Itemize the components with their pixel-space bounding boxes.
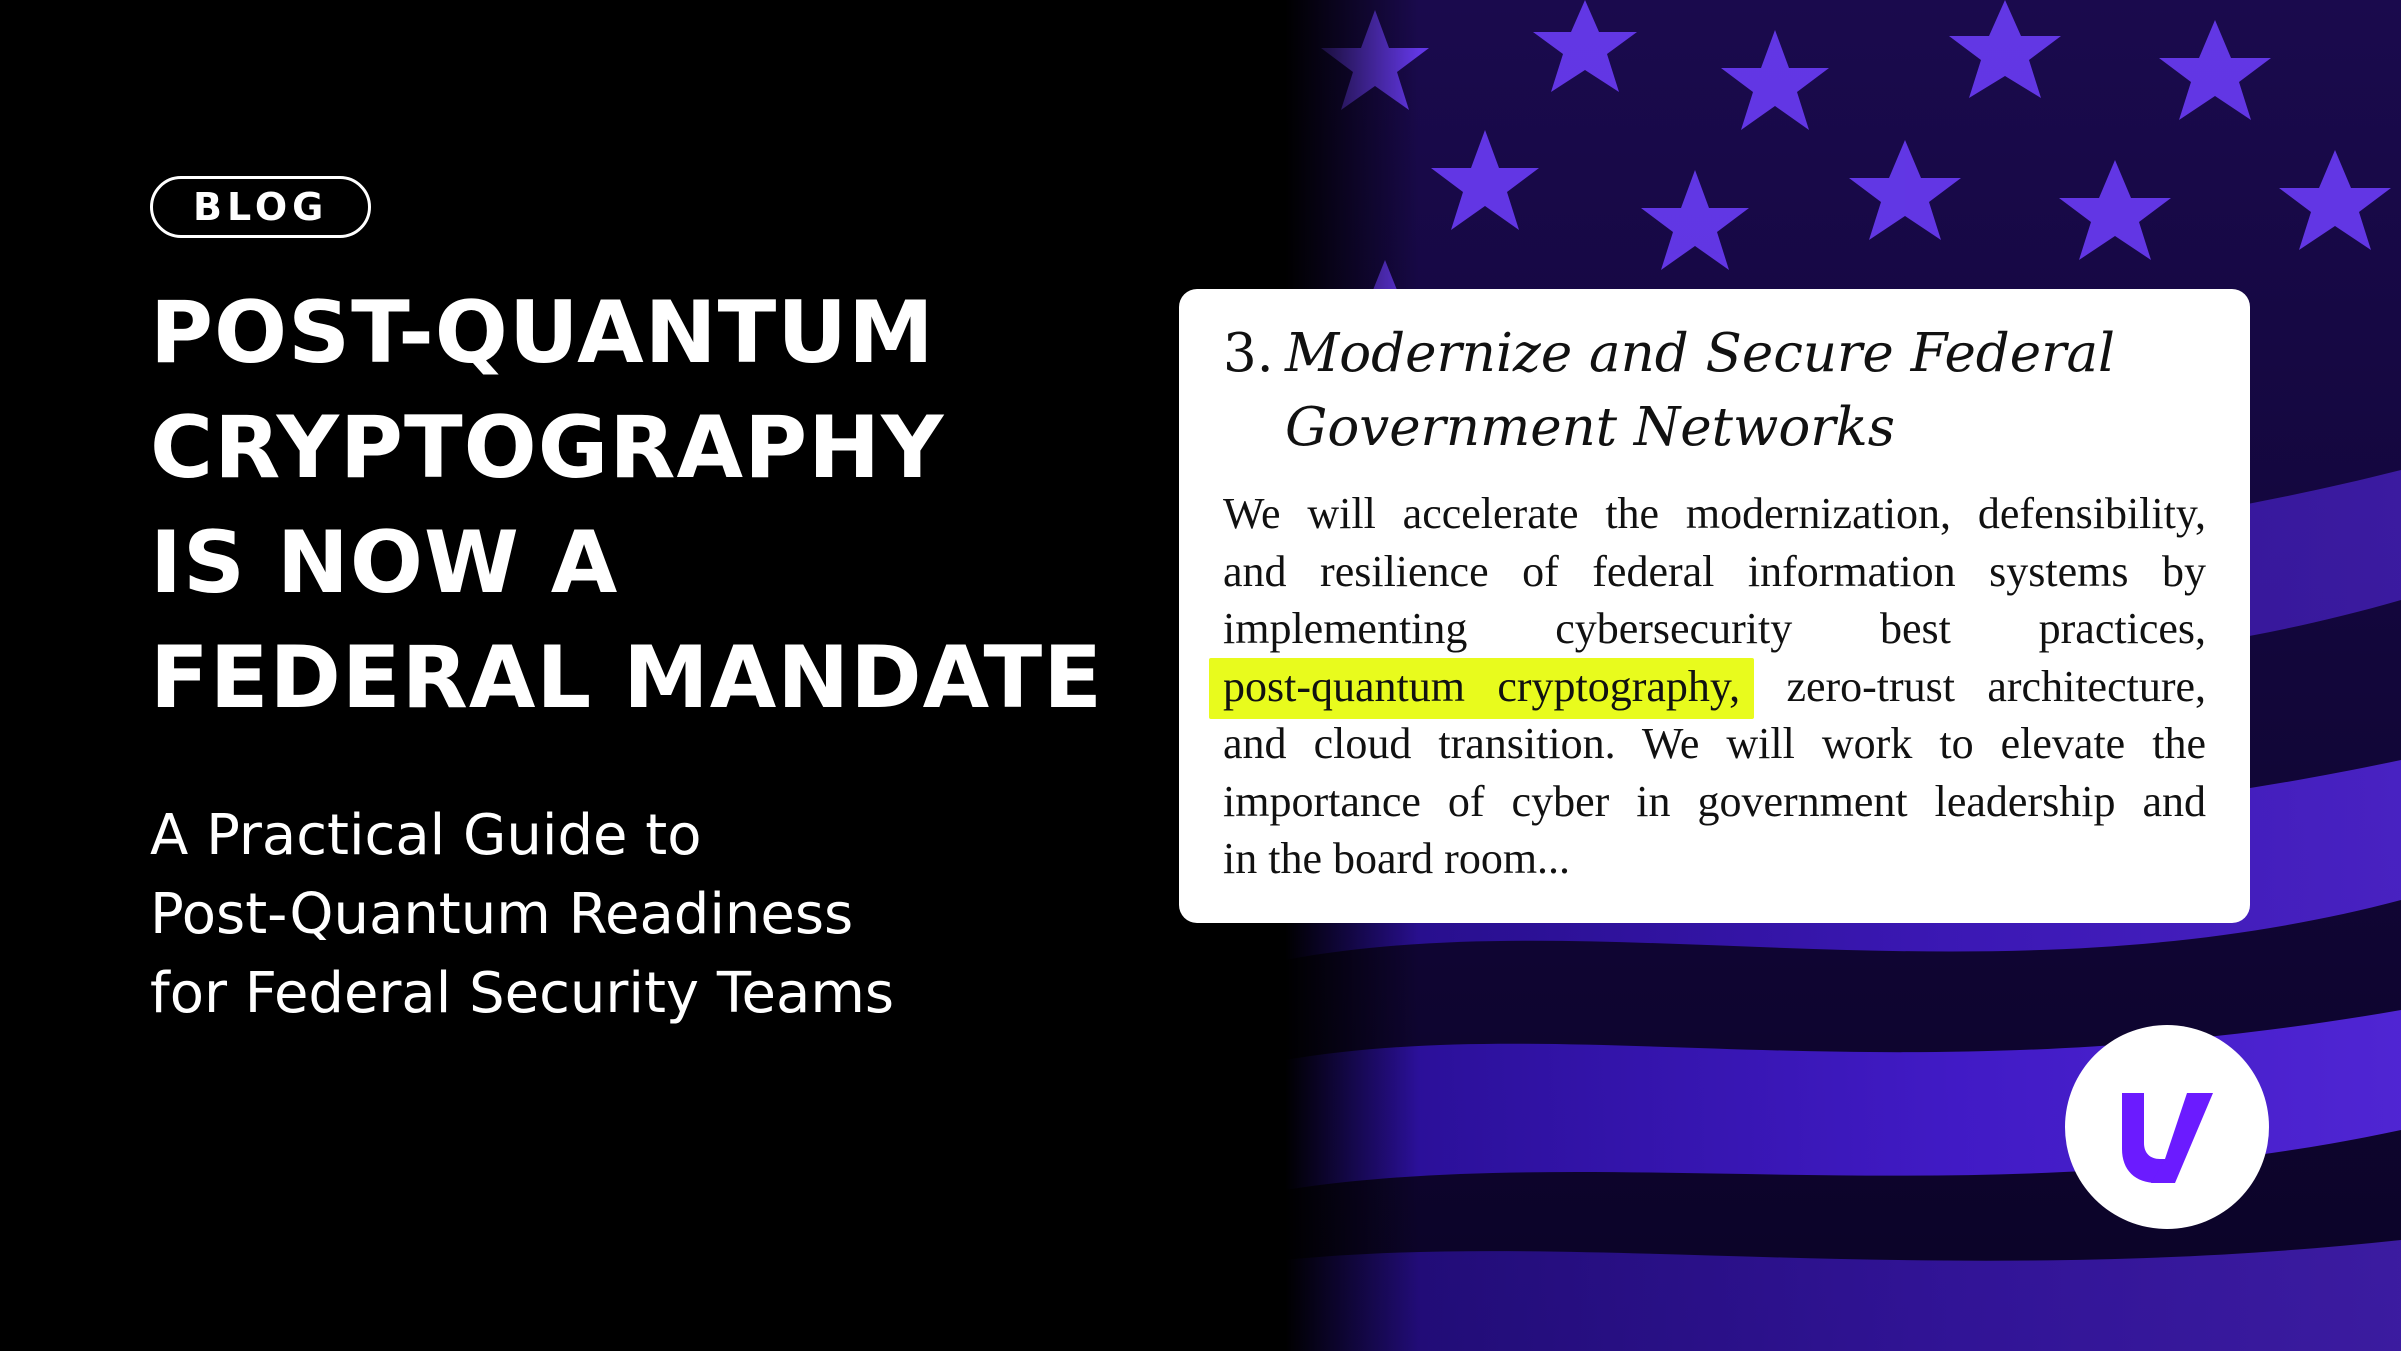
quote-title — [1223, 317, 2206, 465]
quote-body-line: and resilience of federal information systems by — [1223, 546, 2206, 596]
quote-body-line: implementing cybersecurity best practices, — [1223, 604, 2206, 653]
subtitle — [150, 796, 1110, 1033]
quote-body-text: zero-trust architecture, — [1786, 661, 2207, 711]
brand-logo — [2065, 1025, 2269, 1229]
subtitle-line: for Federal Security Teams — [150, 961, 895, 1026]
quote-title-line: Government Networks — [1285, 397, 1895, 458]
headline-line: IS NOW A — [150, 513, 619, 613]
quote-body-line: We will accelerate the modernization, defensibility, — [1223, 489, 2206, 538]
quote-body-line: importance of cyber in government leadership and — [1223, 776, 2206, 826]
headline-line: POST-QUANTUM — [150, 283, 935, 383]
headline-line: FEDERAL MANDATE — [150, 628, 1103, 728]
quote-title-text: Modernize and Secure Federal — [1285, 323, 2115, 384]
quote-body-line: and cloud transition. We will work to elevate the — [1223, 719, 2206, 768]
quote-title-line — [1223, 317, 2206, 391]
quote-body-line — [1223, 658, 2206, 716]
quote-body-line: in the board room... — [1223, 834, 1571, 883]
quote-card — [1179, 289, 2250, 923]
headline — [150, 276, 1110, 736]
highlighted-text: post-quantum cryptography, — [1209, 658, 1754, 719]
blog-badge: BLOG — [150, 176, 371, 238]
subtitle-line: Post-Quantum Readiness — [150, 882, 854, 947]
headline-line: CRYPTOGRAPHY — [150, 398, 945, 498]
brand-logo-icon — [2065, 1025, 2269, 1229]
quote-number: 3. — [1223, 323, 1274, 384]
quote-body — [1223, 485, 2206, 888]
left-content — [150, 176, 1110, 1033]
subtitle-line: A Practical Guide to — [150, 803, 702, 868]
